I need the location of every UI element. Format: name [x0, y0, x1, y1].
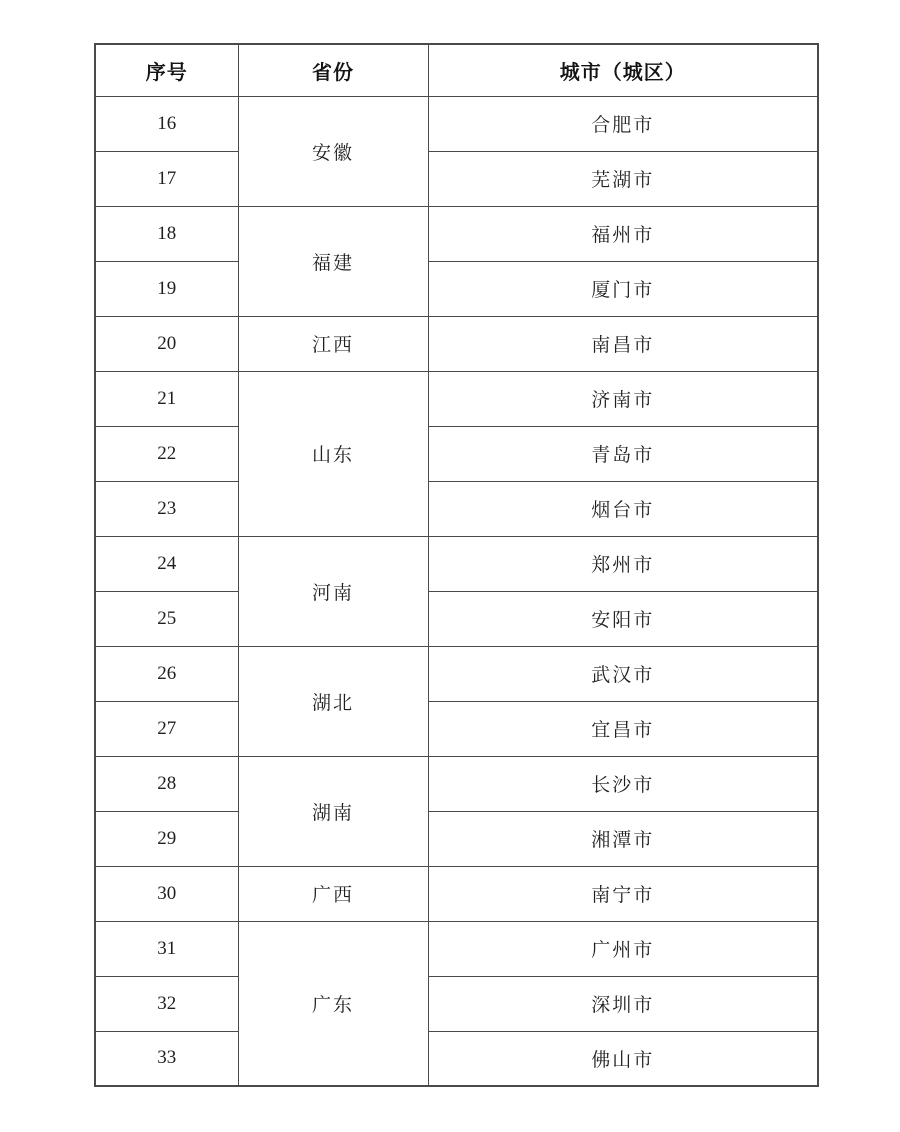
table-row: [95, 151, 818, 206]
serial-cell: 19: [95, 261, 238, 316]
table-row: [95, 426, 818, 481]
province-cell: 广西: [238, 866, 428, 921]
province-cell: 河南: [238, 536, 428, 646]
city-cell: 福州市: [428, 206, 818, 261]
city-cell: 湘潭市: [428, 811, 818, 866]
province-cell: 安徽: [238, 96, 428, 206]
header-city: 城市（城区）: [428, 44, 818, 96]
serial-cell: 31: [95, 921, 238, 976]
serial-cell: 28: [95, 756, 238, 811]
serial-cell: 33: [95, 1031, 238, 1086]
city-cell: 合肥市: [428, 96, 818, 151]
city-cell: 广州市: [428, 921, 818, 976]
serial-cell: 26: [95, 646, 238, 701]
city-cell: 济南市: [428, 371, 818, 426]
table-row: [95, 756, 818, 811]
city-cell: 长沙市: [428, 756, 818, 811]
table-row: [95, 866, 818, 921]
serial-cell: 25: [95, 591, 238, 646]
city-cell: 宜昌市: [428, 701, 818, 756]
city-cell: 深圳市: [428, 976, 818, 1031]
serial-cell: 27: [95, 701, 238, 756]
city-cell: 芜湖市: [428, 151, 818, 206]
serial-cell: 32: [95, 976, 238, 1031]
table-row: [95, 261, 818, 316]
serial-cell: 16: [95, 96, 238, 151]
table-row: [95, 536, 818, 591]
table-row: [95, 206, 818, 261]
table-row: [95, 371, 818, 426]
table-row: [95, 976, 818, 1031]
serial-cell: 22: [95, 426, 238, 481]
city-cell: 武汉市: [428, 646, 818, 701]
province-cell: 山东: [238, 371, 428, 536]
city-cell: 南宁市: [428, 866, 818, 921]
header-province: 省份: [238, 44, 428, 96]
province-cell: 江西: [238, 316, 428, 371]
city-cell: 佛山市: [428, 1031, 818, 1086]
city-cell: 南昌市: [428, 316, 818, 371]
table-row: [95, 701, 818, 756]
table-row: [95, 646, 818, 701]
table-row: [95, 1031, 818, 1086]
province-city-table: [94, 43, 819, 1087]
province-cell: 湖北: [238, 646, 428, 756]
serial-cell: 18: [95, 206, 238, 261]
table-row: [95, 316, 818, 371]
city-cell: 烟台市: [428, 481, 818, 536]
table-row: [95, 481, 818, 536]
city-cell: 青岛市: [428, 426, 818, 481]
table-row: [95, 591, 818, 646]
table-row: [95, 921, 818, 976]
table-row: [95, 96, 818, 151]
province-cell: 福建: [238, 206, 428, 316]
serial-cell: 30: [95, 866, 238, 921]
city-cell: 郑州市: [428, 536, 818, 591]
province-cell: 湖南: [238, 756, 428, 866]
table-header-row: [95, 44, 818, 96]
serial-cell: 20: [95, 316, 238, 371]
serial-cell: 17: [95, 151, 238, 206]
city-cell: 厦门市: [428, 261, 818, 316]
city-cell: 安阳市: [428, 591, 818, 646]
serial-cell: 29: [95, 811, 238, 866]
serial-cell: 21: [95, 371, 238, 426]
province-cell: 广东: [238, 921, 428, 1086]
header-serial: 序号: [95, 44, 238, 96]
table-row: [95, 811, 818, 866]
serial-cell: 24: [95, 536, 238, 591]
serial-cell: 23: [95, 481, 238, 536]
